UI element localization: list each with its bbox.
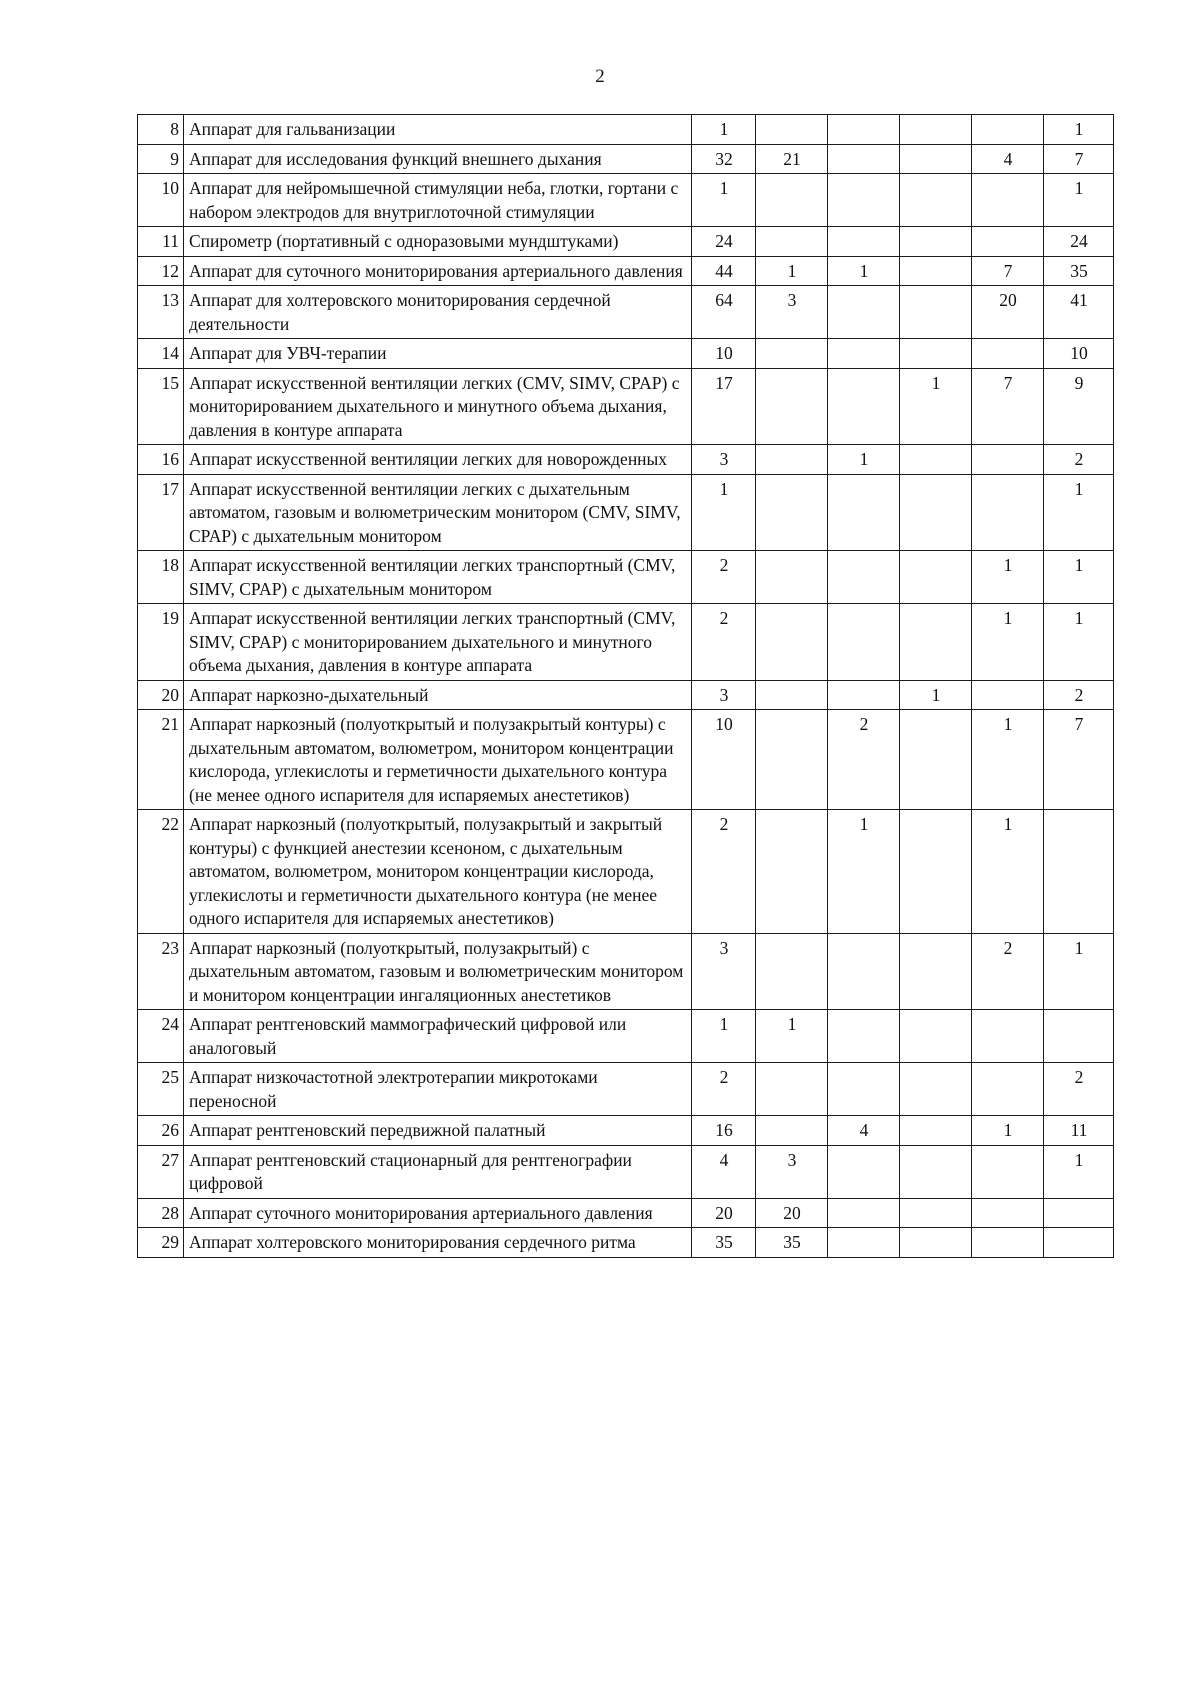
equipment-name: Аппарат суточного мониторирования артериального давления: [184, 1198, 692, 1228]
quantity-cell-1: 16: [692, 1116, 756, 1146]
table-row: [138, 710, 1114, 810]
quantity-cell-5: [972, 1228, 1044, 1258]
quantity-cell-2: [756, 1116, 828, 1146]
quantity-cell-2: 3: [756, 286, 828, 339]
quantity-cell-6: 35: [1044, 256, 1114, 286]
quantity-cell-2: [756, 339, 828, 369]
equipment-name: Спирометр (портативный с одноразовыми мундштуками): [184, 227, 692, 257]
quantity-cell-4: [900, 115, 972, 145]
quantity-cell-6: 7: [1044, 710, 1114, 810]
quantity-cell-3: [828, 551, 900, 604]
quantity-cell-4: [900, 1145, 972, 1198]
quantity-cell-2: [756, 933, 828, 1010]
quantity-cell-6: 1: [1044, 115, 1114, 145]
quantity-cell-1: 24: [692, 227, 756, 257]
equipment-name: Аппарат искусственной вентиляции легких с дыхательным автоматом, газовым и волюметрическим монитором (CMV, SIMV, CPAP) с дыхательным монитором: [184, 474, 692, 551]
quantity-cell-4: [900, 933, 972, 1010]
table-row: [138, 256, 1114, 286]
equipment-name: Аппарат для холтеровского мониторирования сердечной деятельности: [184, 286, 692, 339]
quantity-cell-3: [828, 1063, 900, 1116]
equipment-name: Аппарат искусственной вентиляции легких транспортный (CMV, SIMV, CPAP) с мониторированием дыхательного и минутного объема дыхания, давления в контуре аппарата: [184, 604, 692, 681]
quantity-cell-4: [900, 710, 972, 810]
quantity-cell-6: 1: [1044, 474, 1114, 551]
quantity-cell-3: 1: [828, 445, 900, 475]
equipment-name: Аппарат рентгеновский передвижной палатный: [184, 1116, 692, 1146]
quantity-cell-4: 1: [900, 680, 972, 710]
quantity-cell-4: [900, 1116, 972, 1146]
equipment-name: Аппарат низкочастотной электротерапии микротоками переносной: [184, 1063, 692, 1116]
row-number: 11: [138, 227, 184, 257]
row-number: 12: [138, 256, 184, 286]
row-number: 28: [138, 1198, 184, 1228]
row-number: 15: [138, 368, 184, 445]
quantity-cell-4: [900, 1198, 972, 1228]
quantity-cell-3: [828, 680, 900, 710]
quantity-cell-5: 1: [972, 551, 1044, 604]
quantity-cell-2: 20: [756, 1198, 828, 1228]
quantity-cell-6: 24: [1044, 227, 1114, 257]
quantity-cell-6: 1: [1044, 604, 1114, 681]
quantity-cell-4: [900, 256, 972, 286]
table-row: [138, 115, 1114, 145]
quantity-cell-5: 20: [972, 286, 1044, 339]
row-number: 9: [138, 144, 184, 174]
quantity-cell-2: [756, 710, 828, 810]
quantity-cell-1: 1: [692, 174, 756, 227]
quantity-cell-6: 41: [1044, 286, 1114, 339]
quantity-cell-6: [1044, 1228, 1114, 1258]
row-number: 8: [138, 115, 184, 145]
quantity-cell-6: 2: [1044, 1063, 1114, 1116]
row-number: 22: [138, 810, 184, 934]
quantity-cell-5: 7: [972, 368, 1044, 445]
table-row: [138, 1198, 1114, 1228]
quantity-cell-1: 3: [692, 933, 756, 1010]
quantity-cell-5: 1: [972, 810, 1044, 934]
row-number: 16: [138, 445, 184, 475]
quantity-cell-4: [900, 174, 972, 227]
quantity-cell-5: [972, 1198, 1044, 1228]
quantity-cell-2: [756, 227, 828, 257]
equipment-name: Аппарат для УВЧ-терапии: [184, 339, 692, 369]
quantity-cell-6: 7: [1044, 144, 1114, 174]
equipment-name: Аппарат наркозный (полуоткрытый, полузакрытый) с дыхательным автоматом, газовым и волюметрическим монитором и монитором концентрации ингаляционных анестетиков: [184, 933, 692, 1010]
quantity-cell-2: [756, 174, 828, 227]
quantity-cell-2: [756, 445, 828, 475]
equipment-name: Аппарат рентгеновский маммографический цифровой или аналоговый: [184, 1010, 692, 1063]
quantity-cell-3: [828, 174, 900, 227]
table-row: [138, 368, 1114, 445]
equipment-name: Аппарат для исследования функций внешнего дыхания: [184, 144, 692, 174]
quantity-cell-3: [828, 227, 900, 257]
row-number: 19: [138, 604, 184, 681]
quantity-cell-1: 1: [692, 474, 756, 551]
row-number: 25: [138, 1063, 184, 1116]
quantity-cell-2: 1: [756, 256, 828, 286]
row-number: 23: [138, 933, 184, 1010]
equipment-name: Аппарат холтеровского мониторирования сердечного ритма: [184, 1228, 692, 1258]
quantity-cell-3: [828, 144, 900, 174]
quantity-cell-6: 2: [1044, 445, 1114, 475]
quantity-cell-2: [756, 368, 828, 445]
table-row: [138, 339, 1114, 369]
quantity-cell-1: 10: [692, 710, 756, 810]
quantity-cell-2: [756, 551, 828, 604]
quantity-cell-1: 4: [692, 1145, 756, 1198]
table-row: [138, 810, 1114, 934]
quantity-cell-2: 1: [756, 1010, 828, 1063]
table-row: [138, 286, 1114, 339]
row-number: 21: [138, 710, 184, 810]
equipment-name: Аппарат для гальванизации: [184, 115, 692, 145]
quantity-cell-2: [756, 115, 828, 145]
quantity-cell-1: 44: [692, 256, 756, 286]
quantity-cell-4: [900, 1228, 972, 1258]
quantity-cell-2: [756, 1063, 828, 1116]
table-row: [138, 474, 1114, 551]
equipment-name: Аппарат искусственной вентиляции легких транспортный (CMV, SIMV, CPAP) с дыхательным монитором: [184, 551, 692, 604]
table-row: [138, 1116, 1114, 1146]
quantity-cell-1: 2: [692, 604, 756, 681]
table-row: [138, 144, 1114, 174]
quantity-cell-3: 2: [828, 710, 900, 810]
quantity-cell-6: [1044, 1010, 1114, 1063]
quantity-cell-1: 2: [692, 1063, 756, 1116]
row-number: 27: [138, 1145, 184, 1198]
row-number: 26: [138, 1116, 184, 1146]
quantity-cell-3: [828, 1145, 900, 1198]
equipment-table: [137, 114, 1114, 1258]
quantity-cell-4: [900, 339, 972, 369]
table-row: [138, 1145, 1114, 1198]
equipment-name: Аппарат искусственной вентиляции легких (CMV, SIMV, CPAP) с мониторированием дыхательного и минутного объема дыхания, давления в контуре аппарата: [184, 368, 692, 445]
row-number: 20: [138, 680, 184, 710]
equipment-name: Аппарат наркозный (полуоткрытый и полузакрытый контуры) с дыхательным автоматом, волюметром, монитором концентрации кислорода, углекислоты и герметичности дыхательного контура (не менее одного испарителя для испаряемых анестетиков): [184, 710, 692, 810]
quantity-cell-6: [1044, 1198, 1114, 1228]
quantity-cell-4: [900, 1010, 972, 1063]
quantity-cell-6: 11: [1044, 1116, 1114, 1146]
quantity-cell-5: [972, 339, 1044, 369]
quantity-cell-2: [756, 604, 828, 681]
quantity-cell-1: 3: [692, 680, 756, 710]
quantity-cell-5: 4: [972, 144, 1044, 174]
quantity-cell-1: 1: [692, 115, 756, 145]
quantity-cell-4: [900, 810, 972, 934]
quantity-cell-4: [900, 551, 972, 604]
quantity-cell-1: 2: [692, 810, 756, 934]
quantity-cell-2: 21: [756, 144, 828, 174]
table-row: [138, 551, 1114, 604]
table-row: [138, 445, 1114, 475]
quantity-cell-5: [972, 1063, 1044, 1116]
quantity-cell-3: [828, 604, 900, 681]
quantity-cell-4: [900, 144, 972, 174]
quantity-cell-5: [972, 1010, 1044, 1063]
quantity-cell-1: 32: [692, 144, 756, 174]
quantity-cell-5: [972, 227, 1044, 257]
quantity-cell-1: 3: [692, 445, 756, 475]
quantity-cell-4: [900, 286, 972, 339]
quantity-cell-6: 10: [1044, 339, 1114, 369]
quantity-cell-1: 1: [692, 1010, 756, 1063]
table-row: [138, 1010, 1114, 1063]
equipment-name: Аппарат для нейромышечной стимуляции неба, глотки, гортани с набором электродов для внутриглоточной стимуляции: [184, 174, 692, 227]
quantity-cell-4: [900, 1063, 972, 1116]
quantity-cell-5: [972, 445, 1044, 475]
quantity-cell-1: 64: [692, 286, 756, 339]
quantity-cell-2: [756, 680, 828, 710]
quantity-cell-3: [828, 339, 900, 369]
quantity-cell-3: [828, 1010, 900, 1063]
table-row: [138, 227, 1114, 257]
quantity-cell-2: 3: [756, 1145, 828, 1198]
quantity-cell-1: 2: [692, 551, 756, 604]
quantity-cell-1: 10: [692, 339, 756, 369]
quantity-cell-3: 1: [828, 810, 900, 934]
quantity-cell-5: [972, 174, 1044, 227]
quantity-cell-2: [756, 810, 828, 934]
quantity-cell-4: 1: [900, 368, 972, 445]
equipment-name: Аппарат искусственной вентиляции легких для новорожденных: [184, 445, 692, 475]
quantity-cell-6: 9: [1044, 368, 1114, 445]
quantity-cell-1: 17: [692, 368, 756, 445]
equipment-name: Аппарат наркозно-дыхательный: [184, 680, 692, 710]
quantity-cell-5: [972, 680, 1044, 710]
quantity-cell-4: [900, 227, 972, 257]
quantity-cell-5: 2: [972, 933, 1044, 1010]
table-row: [138, 604, 1114, 681]
quantity-cell-5: 1: [972, 1116, 1044, 1146]
quantity-cell-6: [1044, 810, 1114, 934]
equipment-name: Аппарат рентгеновский стационарный для рентгенографии цифровой: [184, 1145, 692, 1198]
quantity-cell-1: 20: [692, 1198, 756, 1228]
quantity-cell-3: 1: [828, 256, 900, 286]
row-number: 17: [138, 474, 184, 551]
equipment-name: Аппарат для суточного мониторирования артериального давления: [184, 256, 692, 286]
row-number: 14: [138, 339, 184, 369]
quantity-cell-1: 35: [692, 1228, 756, 1258]
quantity-cell-3: [828, 368, 900, 445]
quantity-cell-4: [900, 474, 972, 551]
quantity-cell-6: 1: [1044, 1145, 1114, 1198]
quantity-cell-6: 1: [1044, 174, 1114, 227]
quantity-cell-5: [972, 115, 1044, 145]
quantity-cell-3: [828, 474, 900, 551]
quantity-cell-3: [828, 1228, 900, 1258]
quantity-cell-5: 1: [972, 604, 1044, 681]
table-row: [138, 680, 1114, 710]
quantity-cell-5: [972, 474, 1044, 551]
page-number: 2: [595, 66, 605, 87]
quantity-cell-4: [900, 445, 972, 475]
equipment-name: Аппарат наркозный (полуоткрытый, полузакрытый и закрытый контуры) с функцией анестезии ксеноном, с дыхательным автоматом, волюметром, монитором концентрации кислорода, углекислоты и герметичности дыхательного контура (не менее одного испарителя для испаряемых анестетиков): [184, 810, 692, 934]
quantity-cell-3: [828, 115, 900, 145]
table-row: [138, 1063, 1114, 1116]
table-row: [138, 174, 1114, 227]
row-number: 13: [138, 286, 184, 339]
quantity-cell-6: 1: [1044, 551, 1114, 604]
row-number: 10: [138, 174, 184, 227]
quantity-cell-4: [900, 604, 972, 681]
quantity-cell-5: [972, 1145, 1044, 1198]
quantity-cell-2: [756, 474, 828, 551]
row-number: 18: [138, 551, 184, 604]
quantity-cell-3: 4: [828, 1116, 900, 1146]
quantity-cell-6: 2: [1044, 680, 1114, 710]
quantity-cell-3: [828, 1198, 900, 1228]
quantity-cell-3: [828, 286, 900, 339]
table-row: [138, 1228, 1114, 1258]
quantity-cell-6: 1: [1044, 933, 1114, 1010]
quantity-cell-3: [828, 933, 900, 1010]
table-row: [138, 933, 1114, 1010]
row-number: 24: [138, 1010, 184, 1063]
quantity-cell-5: 7: [972, 256, 1044, 286]
quantity-cell-2: 35: [756, 1228, 828, 1258]
row-number: 29: [138, 1228, 184, 1258]
quantity-cell-5: 1: [972, 710, 1044, 810]
